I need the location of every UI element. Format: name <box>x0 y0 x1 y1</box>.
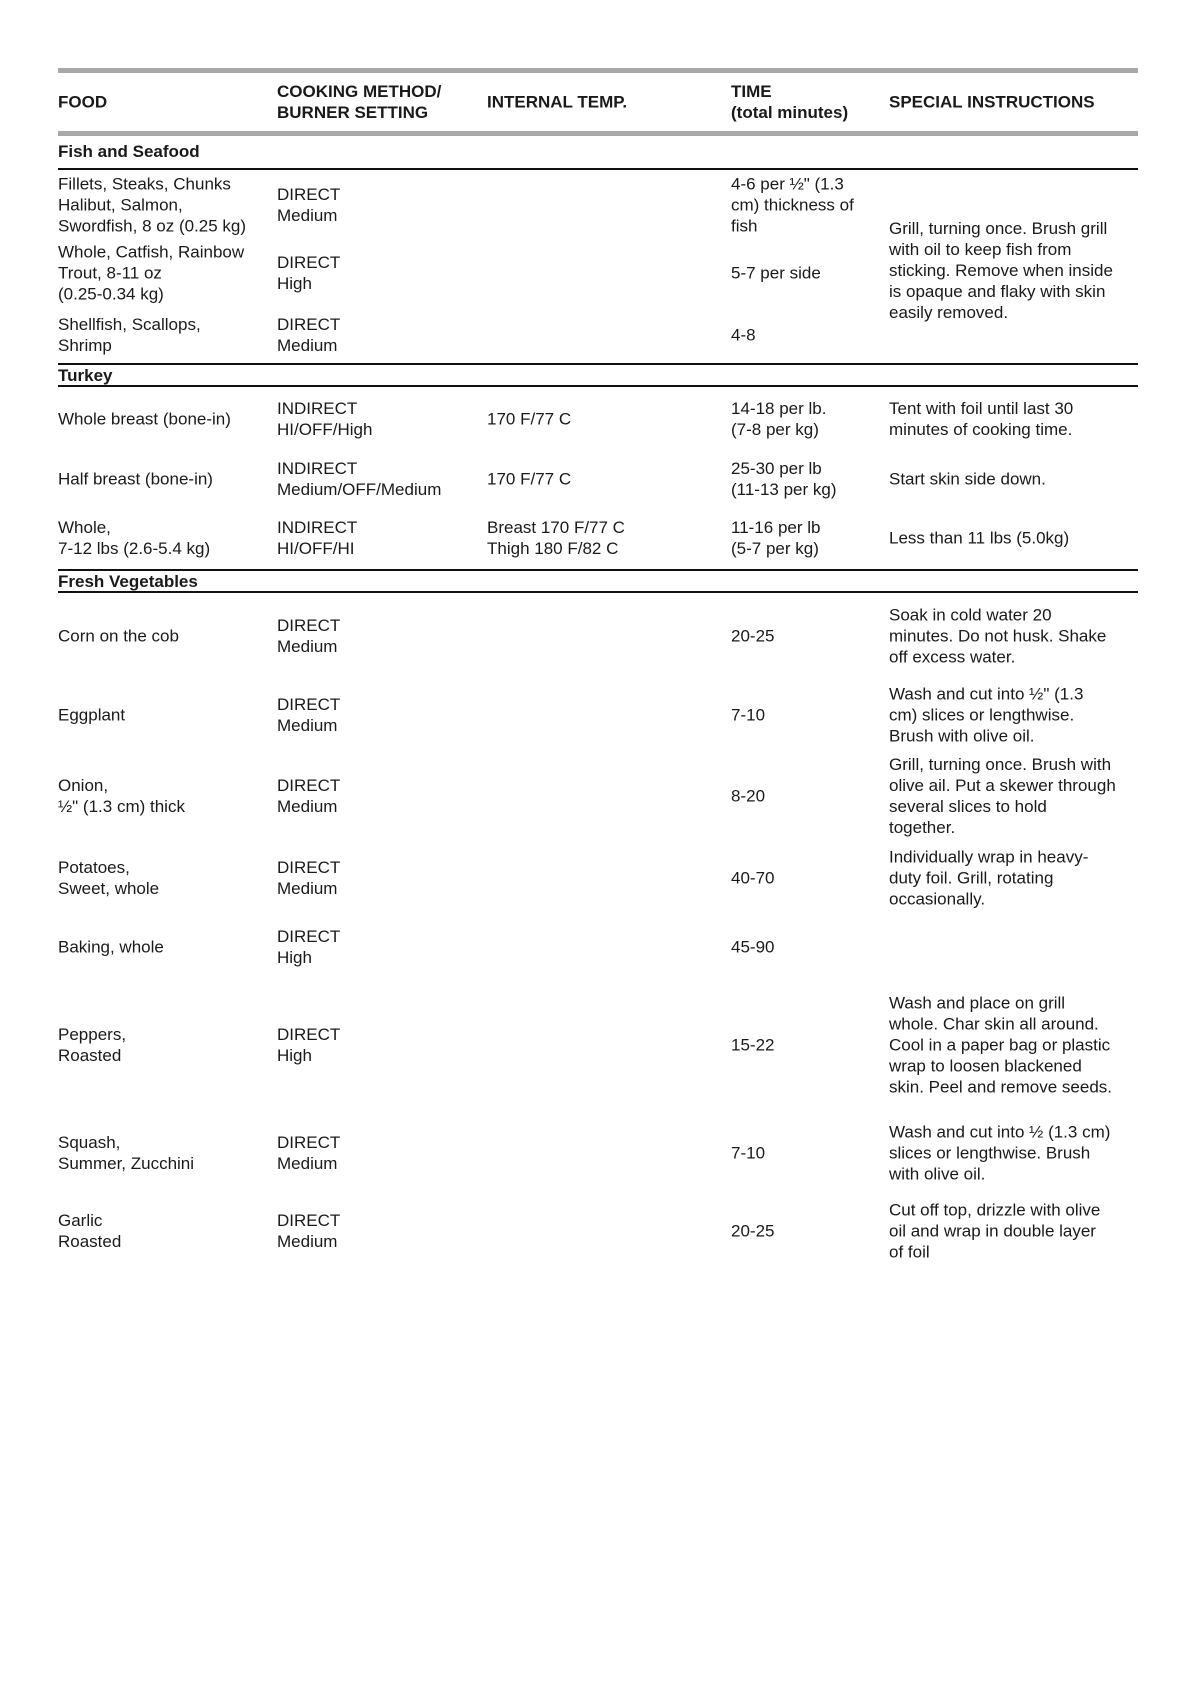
cell-food: Whole breast (bone-in) <box>58 409 231 429</box>
section-fish <box>58 136 1138 168</box>
table-row <box>58 980 1138 1110</box>
cell-method: DIRECT Medium <box>277 1133 341 1173</box>
cell-method: DIRECT Medium <box>277 185 341 225</box>
cell-method: INDIRECT Medium/OFF/Medium <box>277 459 442 499</box>
cell-instructions: Start skin side down. <box>889 469 1046 489</box>
cell-temp: Breast 170 F/77 C Thigh 180 F/82 C <box>487 518 625 558</box>
table-row <box>58 1110 1138 1196</box>
header-food: FOOD <box>58 92 108 112</box>
cell-food: Eggplant <box>58 705 126 724</box>
cell-food: Onion, ½" (1.3 cm) thick <box>58 776 185 816</box>
fish-block <box>58 170 1138 363</box>
header-instructions: SPECIAL INSTRUCTIONS <box>889 92 1095 112</box>
cell-food: Corn on the cob <box>58 626 179 646</box>
cell-time: 7-10 <box>731 705 766 724</box>
cell-instructions: Wash and cut into ½ (1.3 cm) slices or lengthwise. Brush with olive oil. <box>889 1122 1111 1184</box>
cell-time: 40-70 <box>731 868 775 888</box>
table-row <box>58 914 1138 980</box>
cell-method: DIRECT Medium <box>277 1211 341 1251</box>
cell-food: Garlic Roasted <box>58 1211 122 1251</box>
cell-instructions: Individually wrap in heavy- duty foil. Grill, rotating occasionally. <box>889 847 1089 909</box>
cell-food: Fillets, Steaks, Chunks Halibut, Salmon, Swordfish, 8 oz (0.25 kg) <box>58 174 247 236</box>
cell-time: 7-10 <box>731 1143 766 1163</box>
cell-food: Shellfish, Scallops, Shrimp <box>58 314 201 355</box>
cell-method: DIRECT High <box>277 253 341 293</box>
cell-time: 5-7 per side <box>731 263 821 283</box>
cell-method: DIRECT Medium <box>277 314 341 355</box>
cell-food: Whole, 7-12 lbs (2.6-5.4 kg) <box>58 518 211 558</box>
cell-method: DIRECT Medium <box>277 694 341 735</box>
table-row <box>58 750 1138 842</box>
table-row <box>58 1196 1138 1266</box>
cell-instructions: Less than 11 lbs (5.0kg) <box>889 528 1070 548</box>
section-title: Fish and Seafood <box>58 142 200 161</box>
table-row <box>58 679 1138 750</box>
table-header <box>58 73 1138 131</box>
cell-time: 45-90 <box>731 937 775 957</box>
cell-food: Half breast (bone-in) <box>58 469 213 489</box>
header-method: COOKING METHOD/ BURNER SETTING <box>277 82 442 122</box>
cell-method: DIRECT High <box>277 1025 341 1065</box>
fish-shared-instructions: Grill, turning once. Brush grill with oil to keep fish from sticking. Remove when inside is opaque and flaky with skin easily removed. <box>889 219 1113 322</box>
cell-method: INDIRECT HI/OFF/High <box>277 399 373 439</box>
cell-temp: 170 F/77 C <box>487 469 572 489</box>
grilling-chart <box>58 68 1138 1266</box>
cell-food: Baking, whole <box>58 937 164 957</box>
table-row <box>58 387 1138 451</box>
cell-time: 4-8 <box>731 325 756 344</box>
cell-time: 25-30 per lb (11-13 per kg) <box>731 459 837 499</box>
cell-instructions: Wash and place on grill whole. Char skin all around. Cool in a paper bag or plastic wrap to loosen blackened skin. Peel and remove seeds. <box>889 993 1113 1097</box>
cell-method: DIRECT Medium <box>277 858 341 898</box>
cell-time: 14-18 per lb. (7-8 per kg) <box>731 399 827 439</box>
cell-instructions: Wash and cut into ½" (1.3 cm) slices or lengthwise. Brush with olive oil. <box>889 684 1084 745</box>
cell-food: Peppers, Roasted <box>58 1025 127 1065</box>
cell-food: Potatoes, Sweet, whole <box>58 858 160 898</box>
cell-time: 11-16 per lb (5-7 per kg) <box>731 518 821 558</box>
cell-method: INDIRECT HI/OFF/HI <box>277 518 358 558</box>
cell-instructions: Cut off top, drizzle with olive oil and wrap in double layer of foil <box>889 1200 1101 1262</box>
cell-time: 20-25 <box>731 626 775 646</box>
cell-food: Squash, Summer, Zucchini <box>58 1133 195 1173</box>
section-turkey <box>58 365 1138 385</box>
cell-instructions: Soak in cold water 20 minutes. Do not husk. Shake off excess water. <box>889 605 1107 667</box>
header-temp: INTERNAL TEMP. <box>487 92 628 112</box>
table-row <box>58 507 1138 569</box>
cell-food: Whole, Catfish, Rainbow Trout, 8-11 oz (0.25-0.34 kg) <box>58 242 245 304</box>
cell-time: 20-25 <box>731 1221 775 1241</box>
table-row <box>58 842 1138 914</box>
table-row <box>58 593 1138 679</box>
cell-time: 15-22 <box>731 1035 775 1055</box>
table-row <box>58 451 1138 507</box>
cell-time: 4-6 per ½" (1.3 cm) thickness of fish <box>731 174 854 236</box>
cell-instructions: Tent with foil until last 30 minutes of cooking time. <box>889 399 1074 439</box>
cell-instructions: Grill, turning once. Brush with olive ail. Put a skewer through several slices to hold together. <box>889 755 1116 837</box>
cell-method: DIRECT High <box>277 927 341 967</box>
cell-time: 8-20 <box>731 786 766 806</box>
section-title: Fresh Vegetables <box>58 572 198 591</box>
cell-method: DIRECT Medium <box>277 776 341 816</box>
cell-method: DIRECT Medium <box>277 616 341 656</box>
section-title: Turkey <box>58 366 113 385</box>
cell-temp: 170 F/77 C <box>487 409 572 429</box>
header-time: TIME (total minutes) <box>731 82 849 122</box>
section-vegetables <box>58 571 1138 591</box>
